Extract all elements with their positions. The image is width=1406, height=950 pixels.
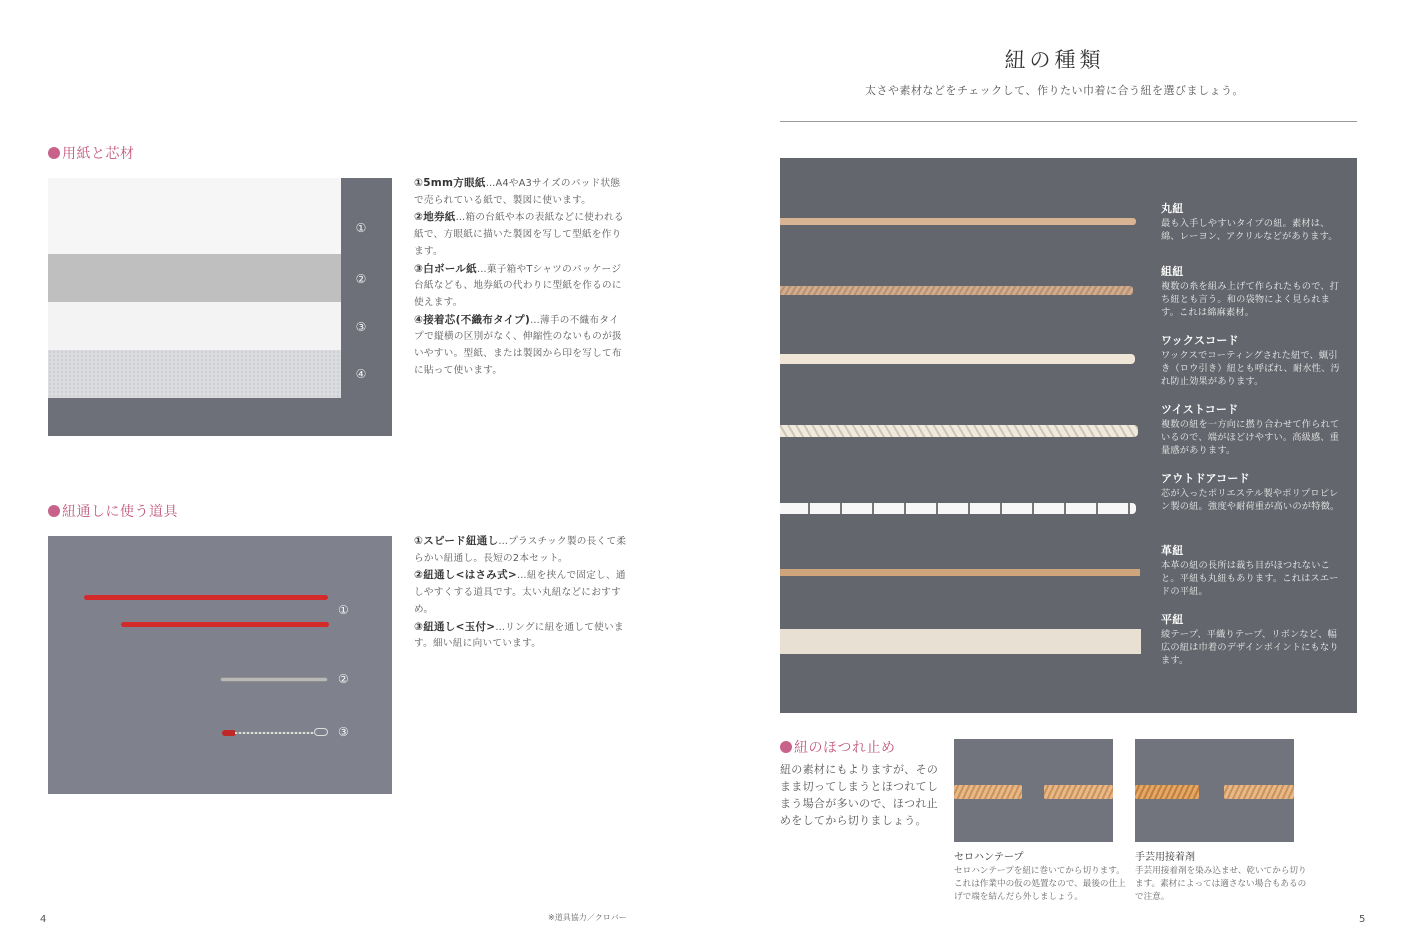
glue-method-caption: 手芸用接着剤 手芸用接着剤を染み込ませ、乾いてから切ります。素材によっては適さない場合もあるので注意。 — [1135, 852, 1307, 902]
photo-label-1: ① — [338, 603, 349, 617]
cord-description-leather: 革紐 本革の紐の長所は裁ち目がほつれないこと。平紐も丸紐もあります。これはスエードの平紐。 — [1161, 544, 1339, 597]
cord-description-flat: 平紐 綾テープ、平織りテープ、リボンなど、幅広の紐は巾着のデザインポイントにもなります。 — [1161, 613, 1339, 666]
tape-method-photo — [954, 739, 1113, 842]
right-page — [703, 0, 1406, 950]
cord-types-photo — [780, 158, 1357, 713]
photo-label-4: ④ — [355, 367, 367, 381]
paper-materials-photo — [48, 178, 392, 436]
wax-cord — [780, 354, 1135, 364]
bullet-dot-icon — [780, 741, 792, 753]
threading-tools-photo — [48, 536, 392, 794]
tools-descriptions: ①スピード紐通し…プラスチック製の長くて柔らかい紐通し。長短の2本セット。 ②紐通し<はさみ式>…紐を挟んで固定し、通しやすくする道具です。太い丸紐などにおすすめ。 ③紐通し<玉付>…リングに紐を通して使います。細い紐に向いています。 — [414, 535, 627, 650]
cord-description-twist: ツイストコード 複数の紐を一方向に撚り合わせて作られているので、端がほどけやすい。高級感、重量感があります。 — [1161, 403, 1340, 456]
fray-section-heading: 紐のほつれ止め — [780, 737, 896, 757]
fray-section-body: 紐の素材にもよりますが、そのまま切ってしまうとほつれてしまう場合が多いので、ほつれ止めをしてから切りましょう。 — [780, 763, 939, 827]
bullet-dot-icon — [48, 505, 60, 517]
cord-end-right — [1224, 785, 1294, 799]
page-title: 紐の種類 — [1004, 48, 1105, 72]
paper-section-heading: 用紙と芯材 — [48, 143, 135, 163]
clip-threader — [220, 677, 328, 682]
cord-description-braided: 組紐 複数の糸を組み上げて作られたもので、打ち紐とも言う。和の袋物によく見られます。これは綿麻素材。 — [1161, 265, 1340, 318]
page-subtitle: 太さや素材などをチェックして、作りたい巾着に合う紐を選びましょう。 — [865, 84, 1244, 97]
photo-label-1: ① — [355, 221, 367, 235]
ball-threader-chain — [235, 732, 315, 734]
credit-note: ※道具協力／クロバー — [548, 913, 627, 922]
outdoor-cord — [780, 503, 1136, 514]
tools-section-heading: 紐通しに使う道具 — [48, 501, 178, 521]
leather-cord — [780, 569, 1140, 576]
cord-end-left — [954, 785, 1022, 799]
twist-cord — [780, 425, 1138, 437]
bullet-dot-icon — [48, 147, 60, 159]
page-number: 5 — [1359, 914, 1366, 925]
cord-end-left — [1135, 785, 1199, 799]
round-cord — [780, 218, 1136, 225]
photo-label-3: ③ — [355, 320, 367, 334]
cord-description-round: 丸紐 最も入手しやすいタイプの紐。素材は、綿、レーヨン、アクリルなどがあります。 — [1161, 202, 1338, 242]
photo-label-2: ② — [338, 672, 349, 686]
divider — [780, 121, 1357, 122]
chipboard-sheet — [48, 254, 341, 302]
tape-method-caption: セロハンテープ セロハンテープを紐に巻いてから切ります。これは作業中の仮の処置なので、最後の仕上げで端を結んだら外しましょう。 — [954, 852, 1126, 902]
photo-label-2: ② — [355, 272, 367, 286]
braided-cord — [780, 286, 1133, 295]
ball-threader-ring — [314, 728, 328, 736]
ball-threader-tip — [222, 730, 236, 736]
white-board-sheet — [48, 302, 341, 350]
speed-threader-short — [121, 622, 329, 627]
cord-end-right — [1044, 785, 1113, 799]
photo-label-3: ③ — [338, 725, 349, 739]
glue-method-photo — [1135, 739, 1294, 842]
cord-description-wax: ワックスコード ワックスでコーティングされた紐で、蝋引き（ロウ引き）紐とも呼ばれ、耐水性、汚れ防止効果があります。 — [1161, 334, 1340, 387]
page-number: 4 — [40, 914, 47, 925]
paper-descriptions: ①5mm方眼紙…A4やA3サイズのパッド状態で売られている紙で、製図に使います。 ②地券紙…箱の台紙や本の表紙などに使われる紙で、方眼紙に描いた製図を写して型紙を作ります。 ③白ボール紙…菓子箱やTシャツのパッケージ台紙なども、地券紙の代わりに型紙を作るのに使えます。 ④接着芯(不織布タイプ)…薄手の不織布タイプで縦横の区別がなく、伸縮性のないものが扱いやすい。型紙、または製図から印を写して布に貼って使います。 — [414, 177, 624, 376]
graph-paper-sheet — [48, 178, 341, 254]
cord-description-outdoor: アウトドアコード 芯が入ったポリエステル製やポリプロピレン製の紐。強度や耐荷重が高いのが特徴。 — [1161, 472, 1340, 512]
interfacing-sheet — [48, 350, 341, 398]
speed-threader-long — [84, 595, 328, 600]
flat-cord — [780, 629, 1141, 654]
